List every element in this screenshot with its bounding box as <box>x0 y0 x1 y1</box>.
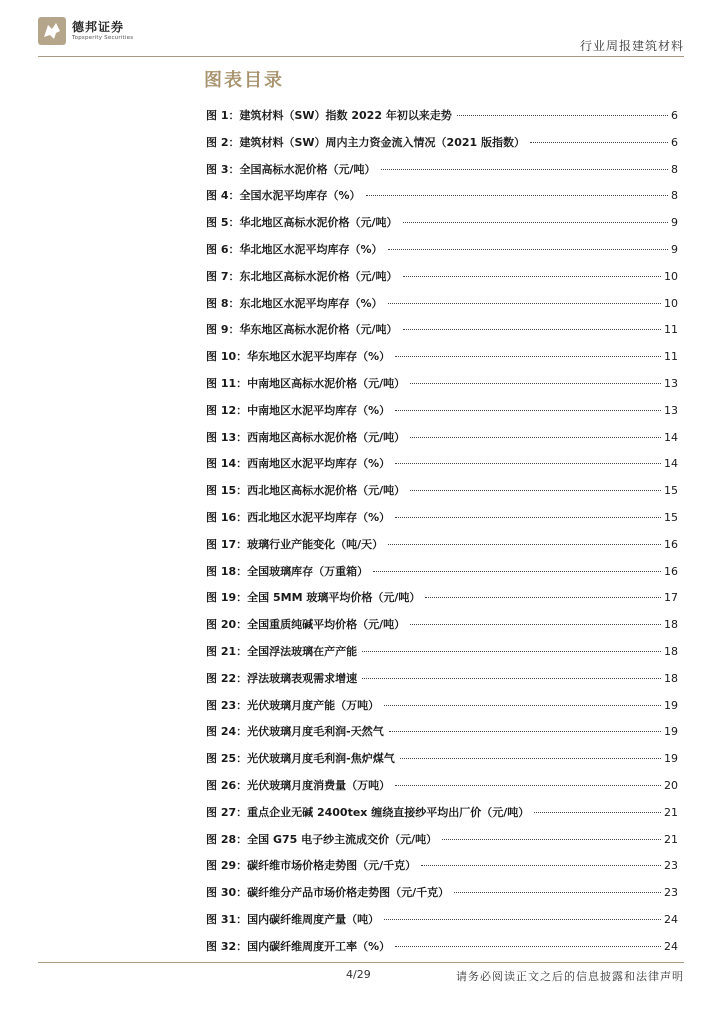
toc-entry[interactable] <box>206 375 678 402</box>
toc-entry[interactable] <box>206 670 678 697</box>
toc-entry-label: 图 14：西南地区水泥平均库存（%） <box>206 457 391 471</box>
report-type: 行业周报建筑材料 <box>579 39 684 53</box>
toc-entry-page: 16 <box>664 537 678 551</box>
toc-entry-label: 图 26：光伏玻璃月度消费量（万吨） <box>206 778 391 792</box>
toc-entry-page: 19 <box>664 698 678 712</box>
toc-dot-leader <box>454 892 661 893</box>
toc-entry-label: 图 1：建筑材料（SW）指数 2022 年初以来走势 <box>206 109 452 122</box>
toc-dot-leader <box>373 571 661 572</box>
toc-entry-label: 图 28：全国 G75 电子纱主流成交价（元/吨） <box>206 832 438 846</box>
toc-entry-page: 15 <box>664 510 678 524</box>
toc-dot-leader <box>388 544 661 545</box>
toc-entry-page: 10 <box>664 269 678 283</box>
toc-entry[interactable] <box>206 187 678 214</box>
toc-entry[interactable] <box>206 134 678 161</box>
toc-entry[interactable] <box>206 268 678 295</box>
toc-entry[interactable] <box>206 804 678 831</box>
toc-dot-leader <box>388 249 668 250</box>
toc-entry-page: 6 <box>671 109 678 122</box>
toc-entry-label: 图 16：西北地区水泥平均库存（%） <box>206 510 391 524</box>
toc-dot-leader <box>395 463 661 464</box>
toc-entry[interactable] <box>206 777 678 804</box>
toc-dot-leader <box>421 865 661 866</box>
toc-entry-page: 19 <box>664 752 678 766</box>
toc-entry-label: 图 32：国内碳纤维周度开工率（%） <box>206 939 391 953</box>
page-number: 4/29 <box>346 968 371 981</box>
toc-entry-page: 14 <box>664 457 678 471</box>
toc-entry-page: 16 <box>664 564 678 578</box>
toc-entry-label: 图 6：华北地区水泥平均库存（%） <box>206 242 383 256</box>
toc-entry-label: 图 9：华东地区高标水泥价格（元/吨） <box>206 323 398 337</box>
toc-dot-leader <box>384 705 661 706</box>
header-divider <box>38 56 684 57</box>
toc-dot-leader <box>395 410 661 411</box>
toc-entry-page: 13 <box>664 376 678 390</box>
toc-entry[interactable] <box>206 563 678 590</box>
toc-entry[interactable] <box>206 295 678 322</box>
toc-entry-label: 图 4：全国水泥平均库存（%） <box>206 189 361 203</box>
toc-entry-page: 15 <box>664 484 678 498</box>
toc-entry-page: 20 <box>664 778 678 792</box>
footer-divider <box>38 962 684 963</box>
toc-entry[interactable] <box>206 509 678 536</box>
toc-dot-leader <box>400 758 661 759</box>
toc-entry-label: 图 13：西南地区高标水泥价格（元/吨） <box>206 430 406 444</box>
toc-entry[interactable] <box>206 348 678 375</box>
toc-dot-leader <box>457 115 668 116</box>
toc-dot-leader <box>403 276 662 277</box>
toc-entry-page: 18 <box>664 671 678 685</box>
toc-entry[interactable] <box>206 241 678 268</box>
footer-disclaimer: 请务必阅读正文之后的信息披露和法律声明 <box>456 970 684 983</box>
toc-entry[interactable] <box>206 723 678 750</box>
toc-dot-leader <box>381 169 669 170</box>
logo-text-cn: 德邦证券 <box>72 20 125 34</box>
toc-entry-page: 8 <box>671 189 678 203</box>
section-title: 图表目录 <box>204 70 284 91</box>
toc-dot-leader <box>425 597 661 598</box>
toc-dot-leader <box>395 785 661 786</box>
toc-entry-label: 图 25：光伏玻璃月度毛利润-焦炉煤气 <box>206 752 395 766</box>
toc-dot-leader <box>410 624 661 625</box>
toc-entry-label: 图 2：建筑材料（SW）周内主力资金流入情况（2021 版指数） <box>206 135 525 149</box>
toc-entry-page: 24 <box>664 939 678 953</box>
toc-entry-page: 8 <box>671 162 678 176</box>
toc-dot-leader <box>395 946 661 947</box>
toc-entry-page: 21 <box>664 832 678 846</box>
toc-entry-label: 图 7：东北地区高标水泥价格（元/吨） <box>206 269 398 283</box>
toc-dot-leader <box>534 812 661 813</box>
toc-entry-label: 图 5：华北地区高标水泥价格（元/吨） <box>206 216 398 230</box>
toc-entry-label: 图 10：华东地区水泥平均库存（%） <box>206 350 391 364</box>
toc-entry[interactable] <box>206 402 678 429</box>
toc-entry-page: 23 <box>664 859 678 873</box>
toc-dot-leader <box>410 383 661 384</box>
toc-entry-label: 图 19：全国 5MM 玻璃平均价格（元/吨） <box>206 591 421 605</box>
toc-entry[interactable] <box>206 750 678 777</box>
toc-entry-label: 图 8：东北地区水泥平均库存（%） <box>206 296 383 310</box>
page-header <box>0 0 724 60</box>
toc-entry-label: 图 12：中南地区水泥平均库存（%） <box>206 403 391 417</box>
toc-entry-label: 图 21：全国浮法玻璃在产产能 <box>206 644 358 658</box>
toc-entry-label: 图 24：光伏玻璃月度毛利润-天然气 <box>206 725 384 739</box>
toc-dot-leader <box>530 142 668 143</box>
toc-entry[interactable] <box>206 321 678 348</box>
toc-dot-leader <box>362 651 661 652</box>
toc-entry-page: 6 <box>671 135 678 149</box>
toc-entry-label: 图 31：国内碳纤维周度产量（吨） <box>206 912 380 926</box>
toc-entry-label: 图 27：重点企业无碱 2400tex 缠绕直接纱平均出厂价（元/吨） <box>206 805 530 819</box>
toc-entry[interactable] <box>206 831 678 858</box>
toc-entry[interactable] <box>206 214 678 241</box>
toc-entry-page: 10 <box>664 296 678 310</box>
logo-text-en: Topsperity Securities <box>72 35 134 41</box>
toc-entry[interactable] <box>206 536 678 563</box>
toc-dot-leader <box>395 356 661 357</box>
toc-dot-leader <box>366 195 668 196</box>
toc-entry-label: 图 30：碳纤维分产品市场价格走势图（元/千克） <box>206 886 450 900</box>
toc-entry-label: 图 11：中南地区高标水泥价格（元/吨） <box>206 376 406 390</box>
toc-entry[interactable] <box>206 643 678 670</box>
toc-entry[interactable] <box>206 161 678 188</box>
toc-entry[interactable] <box>206 482 678 509</box>
toc-dot-leader <box>389 731 661 732</box>
toc-dot-leader <box>403 329 662 330</box>
toc-entry[interactable] <box>206 429 678 456</box>
toc-entry-page: 11 <box>664 323 678 337</box>
toc-dot-leader <box>403 222 669 223</box>
toc-entry-page: 9 <box>671 216 678 230</box>
toc-entry[interactable] <box>206 455 678 482</box>
toc-entry[interactable] <box>206 884 678 911</box>
toc-dot-leader <box>384 919 661 920</box>
toc-entry-label: 图 22：浮法玻璃表观需求增速 <box>206 671 358 685</box>
toc-entry-page: 11 <box>664 350 678 364</box>
toc-dot-leader <box>362 678 661 679</box>
toc-entry-label: 图 15：西北地区高标水泥价格（元/吨） <box>206 484 406 498</box>
toc-entry-page: 19 <box>664 725 678 739</box>
figure-table-of-contents <box>206 107 678 965</box>
toc-dot-leader <box>410 490 661 491</box>
toc-dot-leader <box>442 839 661 840</box>
toc-entry-label: 图 29：碳纤维市场价格走势图（元/千克） <box>206 859 417 873</box>
toc-entry-page: 23 <box>664 886 678 900</box>
toc-entry-page: 17 <box>664 591 678 605</box>
company-logo <box>38 17 138 49</box>
toc-entry-label: 图 20：全国重质纯碱平均价格（元/吨） <box>206 618 406 632</box>
toc-entry[interactable] <box>206 938 678 965</box>
toc-entry[interactable] <box>206 911 678 938</box>
toc-entry[interactable] <box>206 107 678 134</box>
toc-dot-leader <box>410 437 661 438</box>
logo-mark-icon <box>38 17 66 45</box>
toc-dot-leader <box>395 517 661 518</box>
toc-entry-label: 图 23：光伏玻璃月度产能（万吨） <box>206 698 380 712</box>
toc-entry-page: 24 <box>664 912 678 926</box>
toc-entry-label: 图 18：全国玻璃库存（万重箱） <box>206 564 369 578</box>
toc-entry-label: 图 17：玻璃行业产能变化（吨/天） <box>206 537 384 551</box>
toc-entry-page: 13 <box>664 403 678 417</box>
toc-entry-page: 18 <box>664 618 678 632</box>
toc-dot-leader <box>388 303 661 304</box>
toc-entry-label: 图 3：全国高标水泥价格（元/吨） <box>206 162 376 176</box>
toc-entry-page: 9 <box>671 242 678 256</box>
toc-entry-page: 18 <box>664 644 678 658</box>
toc-entry[interactable] <box>206 857 678 884</box>
toc-entry-page: 14 <box>664 430 678 444</box>
toc-entry-page: 21 <box>664 805 678 819</box>
toc-entry[interactable] <box>206 616 678 643</box>
toc-entry[interactable] <box>206 589 678 616</box>
toc-entry[interactable] <box>206 697 678 724</box>
